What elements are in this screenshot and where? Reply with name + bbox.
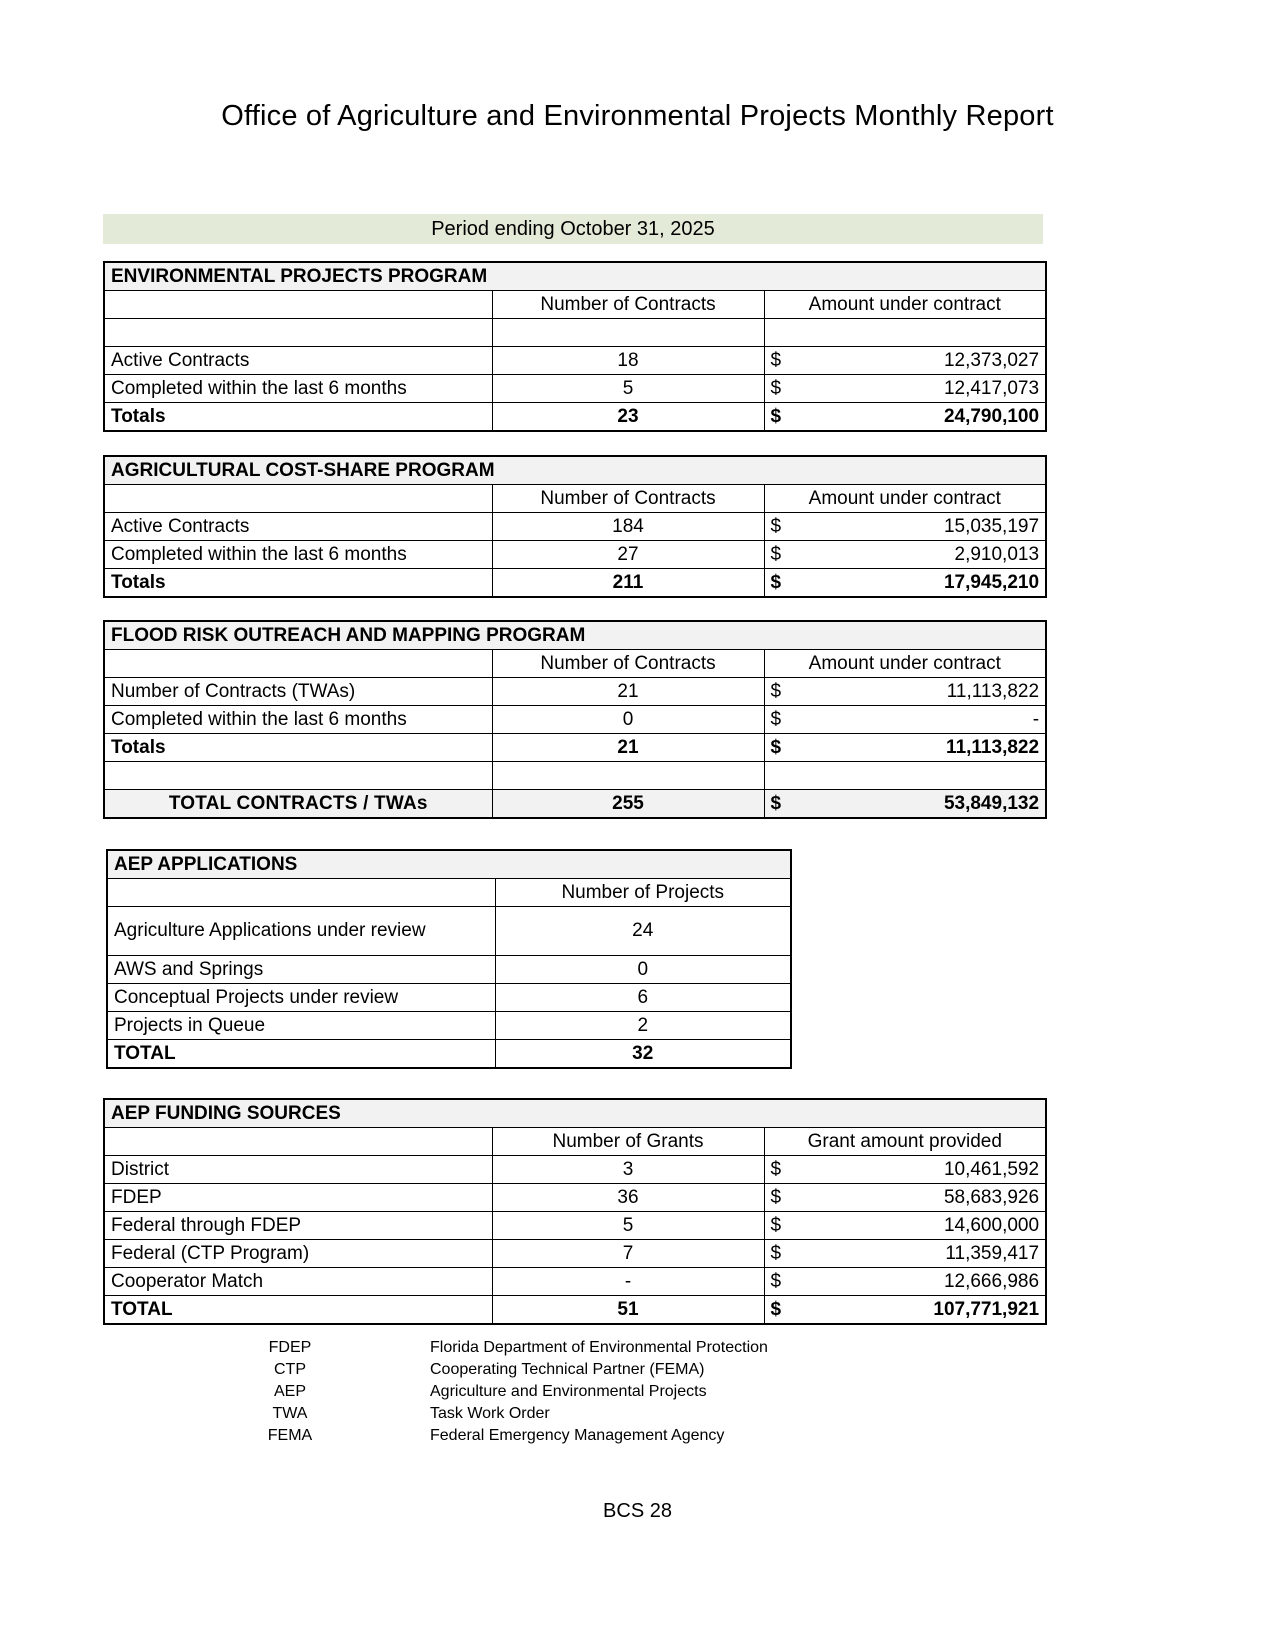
spacer-cell <box>492 319 764 347</box>
table-section-heading <box>104 262 1046 291</box>
row-amount: 12,373,027 <box>790 347 1046 375</box>
row-count: 6 <box>495 984 791 1012</box>
section-heading-label: AEP FUNDING SOURCES <box>104 1099 1046 1128</box>
table-total-row <box>107 1040 791 1069</box>
table-aep-applications <box>106 849 792 1069</box>
row-amount: 10,461,592 <box>790 1156 1046 1184</box>
legend-desc: Task Work Order <box>430 1405 550 1422</box>
grand-total-label: TOTAL CONTRACTS / TWAs <box>104 790 492 819</box>
row-label: FDEP <box>104 1184 492 1212</box>
section-heading-label: FLOOD RISK OUTREACH AND MAPPING PROGRAM <box>104 621 1046 650</box>
page-footer: BCS 28 <box>603 1500 672 1522</box>
row-label: Number of Contracts (TWAs) <box>104 678 492 706</box>
row-count: 36 <box>492 1184 764 1212</box>
row-currency: $ <box>764 541 790 569</box>
table-total-row <box>104 1296 1046 1325</box>
row-label: Federal (CTP Program) <box>104 1240 492 1268</box>
row-count: 3 <box>492 1156 764 1184</box>
abbreviation-legend <box>180 1337 768 1447</box>
row-count: 27 <box>492 541 764 569</box>
table-total-row <box>104 734 1046 762</box>
row-label: Active Contracts <box>104 513 492 541</box>
table-row <box>104 375 1046 403</box>
page-title: Office of Agriculture and Environmental Projects Monthly Report <box>221 100 1054 132</box>
row-currency: $ <box>764 1240 790 1268</box>
row-label: Active Contracts <box>104 347 492 375</box>
total-count: 21 <box>492 734 764 762</box>
row-currency: $ <box>764 1268 790 1296</box>
empty-cell <box>107 879 495 907</box>
table-section-heading <box>104 1099 1046 1128</box>
row-label: District <box>104 1156 492 1184</box>
table-row <box>104 541 1046 569</box>
table-row <box>107 956 791 984</box>
spacer-cell <box>764 762 790 790</box>
row-amount: 12,666,986 <box>790 1268 1046 1296</box>
table-column-headers <box>104 291 1046 319</box>
legend-table <box>180 1337 768 1447</box>
row-currency: $ <box>764 513 790 541</box>
section-heading-label: AGRICULTURAL COST-SHARE PROGRAM <box>104 456 1046 485</box>
total-count: 23 <box>492 403 764 432</box>
table-column-headers <box>107 879 791 907</box>
table-total-row <box>104 403 1046 432</box>
legend-row <box>180 1403 768 1425</box>
legend-abbr: FDEP <box>268 1339 312 1356</box>
table-row <box>104 1268 1046 1296</box>
table-row <box>104 678 1046 706</box>
row-label: Federal through FDEP <box>104 1212 492 1240</box>
total-count: 51 <box>492 1296 764 1325</box>
column-header-amount: Amount under contract <box>764 291 1046 319</box>
total-amount: 11,113,822 <box>790 734 1046 762</box>
grand-total-currency: $ <box>764 790 790 819</box>
row-count: 18 <box>492 347 764 375</box>
period-banner: Period ending October 31, 2025 <box>103 214 1043 244</box>
spacer-row <box>104 319 1046 347</box>
legend-abbr: AEP <box>273 1383 306 1400</box>
grand-total-row <box>104 790 1046 819</box>
row-amount: 2,910,013 <box>790 541 1046 569</box>
row-label: AWS and Springs <box>107 956 495 984</box>
column-header-grants: Number of Grants <box>492 1128 764 1156</box>
table-row <box>104 1240 1046 1268</box>
total-currency: $ <box>764 1296 790 1325</box>
table-section-heading <box>104 456 1046 485</box>
legend-abbr: TWA <box>272 1405 308 1422</box>
row-amount: 12,417,073 <box>790 375 1046 403</box>
table-column-headers <box>104 485 1046 513</box>
total-currency: $ <box>764 569 790 598</box>
row-currency: $ <box>764 1212 790 1240</box>
row-amount: 11,359,417 <box>790 1240 1046 1268</box>
table-row <box>107 907 791 956</box>
total-amount: 24,790,100 <box>790 403 1046 432</box>
legend-row <box>180 1381 768 1403</box>
total-amount: 17,945,210 <box>790 569 1046 598</box>
table-row <box>104 706 1046 734</box>
spacer-row <box>104 762 1046 790</box>
total-label: Totals <box>104 403 492 432</box>
table-row <box>104 513 1046 541</box>
column-header-contracts: Number of Contracts <box>492 650 764 678</box>
row-count: 7 <box>492 1240 764 1268</box>
table-row <box>104 1184 1046 1212</box>
legend-abbr: CTP <box>274 1361 306 1378</box>
row-amount: - <box>790 706 1046 734</box>
row-count: 0 <box>495 956 791 984</box>
total-currency: $ <box>764 403 790 432</box>
row-label: Conceptual Projects under review <box>107 984 495 1012</box>
total-label: Totals <box>104 734 492 762</box>
table-section-heading <box>104 621 1046 650</box>
row-count: 184 <box>492 513 764 541</box>
row-count: 21 <box>492 678 764 706</box>
table-column-headers <box>104 650 1046 678</box>
spacer-cell <box>104 319 492 347</box>
legend-row <box>180 1337 768 1359</box>
table-row <box>104 1212 1046 1240</box>
total-currency: $ <box>764 734 790 762</box>
column-header-projects: Number of Projects <box>495 879 791 907</box>
legend-abbr: FEMA <box>267 1427 313 1444</box>
legend-desc: Cooperating Technical Partner (FEMA) <box>430 1361 705 1378</box>
row-currency: $ <box>764 1184 790 1212</box>
total-label: TOTAL <box>104 1296 492 1325</box>
row-amount: 14,600,000 <box>790 1212 1046 1240</box>
grand-total-count: 255 <box>492 790 764 819</box>
row-label: Completed within the last 6 months <box>104 541 492 569</box>
row-label: Completed within the last 6 months <box>104 706 492 734</box>
legend-row <box>180 1359 768 1381</box>
legend-desc: Florida Department of Environmental Protection <box>430 1339 768 1356</box>
table-column-headers <box>104 1128 1046 1156</box>
section-heading-label: ENVIRONMENTAL PROJECTS PROGRAM <box>104 262 1046 291</box>
row-amount: 15,035,197 <box>790 513 1046 541</box>
table-row <box>107 984 791 1012</box>
total-amount: 107,771,921 <box>790 1296 1046 1325</box>
section-heading-label: AEP APPLICATIONS <box>107 850 791 879</box>
row-currency: $ <box>764 1156 790 1184</box>
grand-total-amount: 53,849,132 <box>790 790 1046 819</box>
empty-cell <box>104 1128 492 1156</box>
column-header-contracts: Number of Contracts <box>492 485 764 513</box>
table-section-heading <box>107 850 791 879</box>
row-count: 5 <box>492 375 764 403</box>
row-count: 0 <box>492 706 764 734</box>
column-header-grant-amount: Grant amount provided <box>764 1128 1046 1156</box>
legend-desc: Agriculture and Environmental Projects <box>430 1383 707 1400</box>
spacer-cell <box>764 319 790 347</box>
table-row <box>107 1012 791 1040</box>
row-amount: 58,683,926 <box>790 1184 1046 1212</box>
row-count: 5 <box>492 1212 764 1240</box>
row-label: Agriculture Applications under review <box>107 907 495 956</box>
row-label: Completed within the last 6 months <box>104 375 492 403</box>
legend-row <box>180 1425 768 1447</box>
spacer-cell <box>790 762 1046 790</box>
total-label: TOTAL <box>107 1040 495 1069</box>
empty-cell <box>104 291 492 319</box>
table-row <box>104 1156 1046 1184</box>
row-amount: 11,113,822 <box>790 678 1046 706</box>
row-currency: $ <box>764 678 790 706</box>
spacer-cell <box>104 762 492 790</box>
table-flood-risk <box>103 620 1047 819</box>
empty-cell <box>104 485 492 513</box>
total-count: 211 <box>492 569 764 598</box>
row-count: - <box>492 1268 764 1296</box>
row-currency: $ <box>764 375 790 403</box>
total-count: 32 <box>495 1040 791 1069</box>
legend-desc: Federal Emergency Management Agency <box>430 1427 725 1444</box>
table-aep-funding-sources <box>103 1098 1047 1325</box>
row-count: 24 <box>495 907 791 956</box>
total-label: Totals <box>104 569 492 598</box>
column-header-amount: Amount under contract <box>764 650 1046 678</box>
row-label: Cooperator Match <box>104 1268 492 1296</box>
row-count: 2 <box>495 1012 791 1040</box>
table-environmental-projects <box>103 261 1047 432</box>
table-agricultural-cost-share <box>103 455 1047 598</box>
row-currency: $ <box>764 706 790 734</box>
empty-cell <box>104 650 492 678</box>
table-row <box>104 347 1046 375</box>
column-header-contracts: Number of Contracts <box>492 291 764 319</box>
row-label: Projects in Queue <box>107 1012 495 1040</box>
row-currency: $ <box>764 347 790 375</box>
column-header-amount: Amount under contract <box>764 485 1046 513</box>
spacer-cell <box>492 762 764 790</box>
table-total-row <box>104 569 1046 598</box>
spacer-cell <box>790 319 1046 347</box>
